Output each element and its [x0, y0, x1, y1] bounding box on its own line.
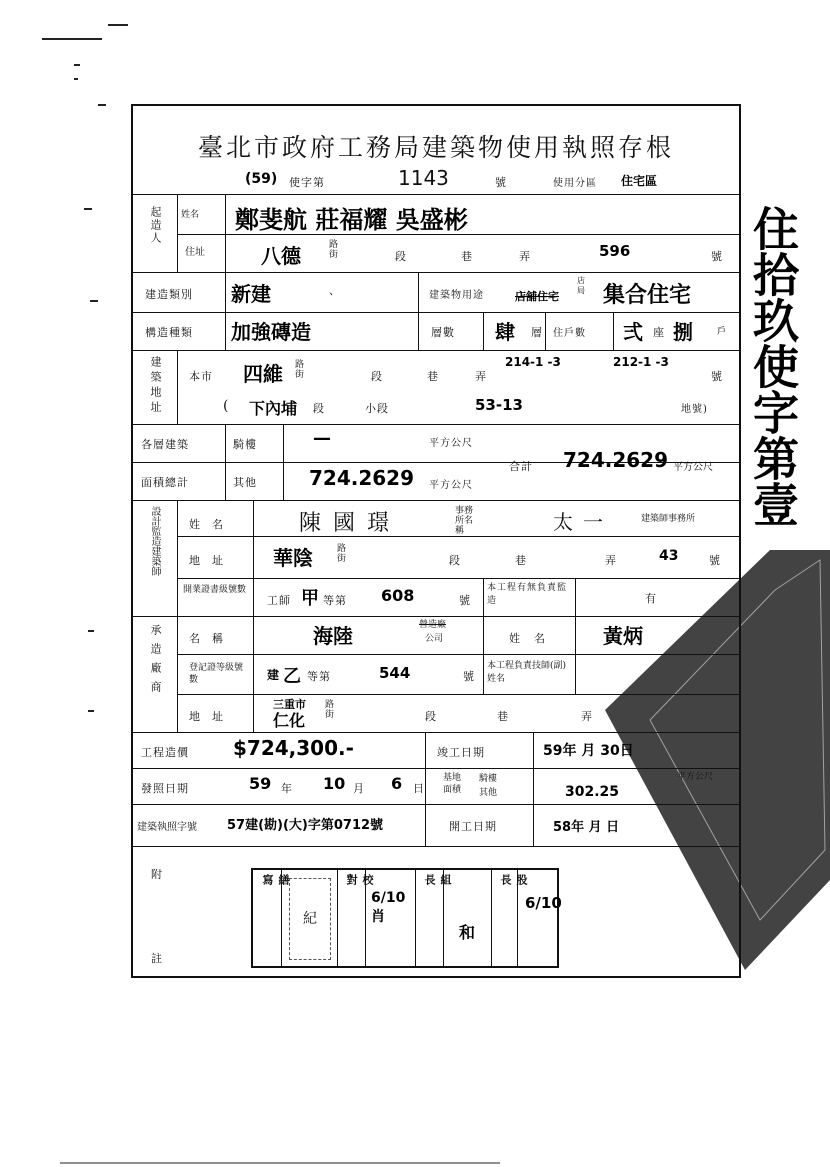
designer-addr-label: 地址: [189, 554, 235, 567]
applicant-name-label: 姓名: [181, 210, 200, 220]
area-lobby-unit: 平方公尺: [429, 438, 473, 449]
area-total-unit: 平方公尺: [673, 462, 713, 473]
issue-y: 年: [281, 782, 293, 795]
units-value-2: 捌: [673, 320, 693, 344]
site-group-label: 建築地址: [149, 356, 162, 416]
scan-speck: [88, 630, 94, 632]
contractor-reg-mid: 等第: [307, 670, 331, 683]
site-number-1: 214-1 -3: [505, 355, 561, 369]
stamp-label-3: 組長: [423, 874, 452, 935]
scan-speck: [74, 64, 80, 66]
done-label: 竣工日期: [437, 746, 485, 759]
permit-year: (59): [245, 171, 278, 187]
designer-name-label: 姓名: [189, 518, 235, 531]
designer-cert-label: 開業證書級號數: [183, 585, 247, 595]
area-label-2: 面積總計: [141, 476, 189, 489]
site-number-2: 212-1 -3: [613, 355, 669, 369]
issue-m: 月: [353, 782, 365, 795]
designer-cert-mid: 等第: [323, 594, 347, 607]
units-unit: 座: [653, 326, 665, 339]
zone-value: 住宅區: [621, 174, 658, 188]
structure-label: 構造種類: [145, 326, 193, 339]
base-sub-2: 其他: [479, 788, 498, 798]
done-value: 59年 月 30日: [543, 743, 634, 759]
issue-month: 10: [323, 774, 346, 793]
designer-addr-sec: 段: [449, 554, 461, 567]
contractor-reg-prefix: 建: [267, 668, 280, 682]
scan-speck: [98, 104, 106, 106]
stamp-label-1: 繕寫: [261, 874, 290, 935]
contractor-person-label: 姓名: [509, 632, 559, 645]
contractor-addr-unit: 路街: [325, 700, 335, 720]
units-label: 住戶數: [553, 328, 586, 339]
contractor-name-label: 名稱: [189, 632, 235, 645]
site-number-suffix: 號: [711, 370, 723, 383]
site-paren: (: [223, 398, 230, 414]
scan-speck: [42, 38, 102, 40]
scan-speck: [84, 208, 92, 210]
contractor-reg-class: 乙: [283, 666, 301, 687]
contractor-name-value: 海陸: [313, 624, 353, 648]
contractor-addr-road: 仁化: [273, 711, 306, 730]
build-use-label: 建築物用途: [429, 290, 484, 301]
area-other-unit: 平方公尺: [429, 480, 473, 491]
permit-number: 1143: [398, 166, 449, 190]
designer-addr-alley: 弄: [605, 554, 617, 567]
area-total-value: 724.2629: [563, 448, 669, 472]
permit-no-label: 建築執照字號: [137, 822, 197, 833]
site-lane: 巷: [427, 370, 439, 383]
contractor-addr-label: 地址: [189, 710, 235, 723]
designer-cert-class: 甲: [301, 588, 319, 609]
cost-label: 工程造價: [141, 746, 189, 759]
addr-sec: 段: [395, 250, 407, 263]
build-use-value: 集合住宅: [603, 283, 692, 308]
contractor-group-label: 承造廠商: [149, 624, 162, 700]
issue-day: 6: [391, 774, 403, 793]
contractor-name-struck: 營造廠: [419, 620, 447, 630]
contractor-reg-suffix: 號: [463, 670, 475, 683]
contractor-reg-label: 登記證等級號數: [189, 663, 244, 685]
base-sub-1: 騎樓: [479, 774, 498, 784]
designer-office-value: 太一: [553, 510, 613, 534]
adjacent-page-text: 住拾玖使字第壹: [746, 205, 800, 527]
site-subsec: 小段: [365, 402, 389, 415]
structure-value: 加強磚造: [231, 320, 311, 344]
applicant-addr-label: 住址: [185, 247, 205, 258]
addr-road: 八德: [261, 244, 301, 268]
applicant-name-value: 鄭斐航 莊福耀 吳盛彬: [235, 206, 468, 234]
scan-speck: [60, 1162, 500, 1164]
permit-no-value: 57建(勘)(大)字第0712號: [227, 818, 384, 833]
build-use-small: 店局: [577, 276, 585, 295]
area-other-label: 其他: [233, 476, 257, 489]
designer-cert-prefix: 工師: [267, 594, 291, 607]
scan-speck: [88, 710, 94, 712]
area-label-1: 各層建築: [141, 438, 189, 451]
base-unit: 平方公尺: [677, 772, 714, 782]
remarks-label-bottom: 註: [151, 952, 163, 965]
scan-speck: [90, 300, 98, 302]
contractor-addr-sec: 段: [425, 710, 437, 723]
site-road-unit: 路街: [295, 360, 305, 380]
review-stamp-box: [251, 868, 562, 968]
permit-prefix: 使字第: [289, 176, 325, 189]
stamp-value-3: 和: [459, 923, 476, 942]
addr-suffix: 號: [711, 250, 723, 263]
designer-resp-label: 本工程有無負責監造: [487, 583, 568, 606]
units-unit-2: 戶: [717, 327, 728, 337]
contractor-addr-lane: 巷: [497, 710, 509, 723]
designer-resp-value: 有: [645, 592, 657, 605]
designer-addr-lane: 巷: [515, 554, 527, 567]
contractor-name-alt: 公司: [425, 634, 444, 644]
start-label: 開工日期: [449, 820, 497, 833]
build-type-value: 新建: [231, 282, 271, 306]
permit-suffix: 號: [495, 176, 507, 189]
designer-addr-suffix: 號: [709, 554, 721, 567]
addr-alley: 弄: [519, 250, 531, 263]
site-lot-suffix: 地號): [681, 404, 708, 415]
addr-road-unit: 路街: [329, 240, 339, 260]
floors-unit: 層: [531, 326, 543, 339]
cost-value: $724,300.-: [233, 736, 354, 760]
area-total-label: 合計: [509, 460, 533, 473]
stamp-value-4: 6/10: [525, 894, 562, 912]
start-value: 58年 月 日: [553, 820, 620, 835]
units-value: 弍: [623, 320, 643, 344]
base-value: 302.25: [565, 784, 620, 800]
stamp-value-2: 6/10 肖: [371, 890, 406, 925]
site-alley: 弄: [475, 370, 487, 383]
area-lobby-label: 騎樓: [233, 438, 257, 451]
site-district: 下內埔: [249, 399, 298, 418]
site-city: 本市: [189, 370, 213, 383]
floors-value: 肆: [495, 320, 515, 344]
build-type-mark: 、: [329, 284, 341, 297]
stamp-label-4: 股長: [499, 874, 528, 935]
contractor-reg-number: 544: [379, 664, 411, 682]
designer-office-label: 事務所名稱: [455, 506, 474, 536]
form-title: 臺北市政府工務局建築物使用執照存根: [197, 133, 674, 162]
contractor-addr-alley: 弄: [581, 710, 593, 723]
applicant-group-label: 起造人: [149, 206, 162, 245]
designer-group-label: 設計監造建築師: [149, 506, 160, 576]
scan-speck: [108, 24, 128, 26]
designer-addr-number: 43: [659, 548, 679, 564]
contractor-addr-city: 三重市: [273, 698, 306, 711]
floors-label: 層數: [431, 326, 455, 339]
remarks-label-top: 附: [151, 868, 163, 881]
site-lot: 53-13: [475, 396, 523, 414]
base-label: 基地面積: [443, 773, 462, 795]
designer-addr-unit: 路街: [337, 544, 347, 564]
stamp-label-2: 校對: [345, 874, 374, 935]
addr-number: 596: [599, 242, 631, 260]
addr-lane: 巷: [461, 250, 473, 263]
contractor-person-value: 黃炳: [603, 624, 643, 648]
designer-cert-suffix: 號: [459, 594, 471, 607]
build-type-label: 建造類別: [145, 288, 193, 301]
stamp-value-1: 紀: [289, 878, 331, 960]
permit-form: [131, 104, 741, 978]
contractor-tech-label: 本工程負責技師(副)姓名: [487, 661, 567, 684]
area-other-value: 724.2629: [309, 466, 415, 490]
build-use-struck: 店舖住宅: [515, 290, 559, 303]
designer-name-value: 陳國璟: [299, 511, 402, 536]
site-sec: 段: [371, 370, 383, 383]
issue-label: 發照日期: [141, 782, 189, 795]
designer-cert-number: 608: [381, 586, 415, 605]
area-lobby-value: —: [313, 428, 345, 449]
issue-d: 日: [413, 782, 425, 795]
site-district-unit: 段: [313, 402, 325, 415]
site-road: 四維: [243, 362, 283, 386]
scan-speck: [74, 78, 78, 80]
issue-year: 59: [249, 774, 272, 793]
zone-label: 使用分區: [553, 178, 597, 189]
designer-addr-road: 華陰: [273, 546, 313, 570]
designer-office-suffix: 建築師事務所: [641, 514, 696, 524]
